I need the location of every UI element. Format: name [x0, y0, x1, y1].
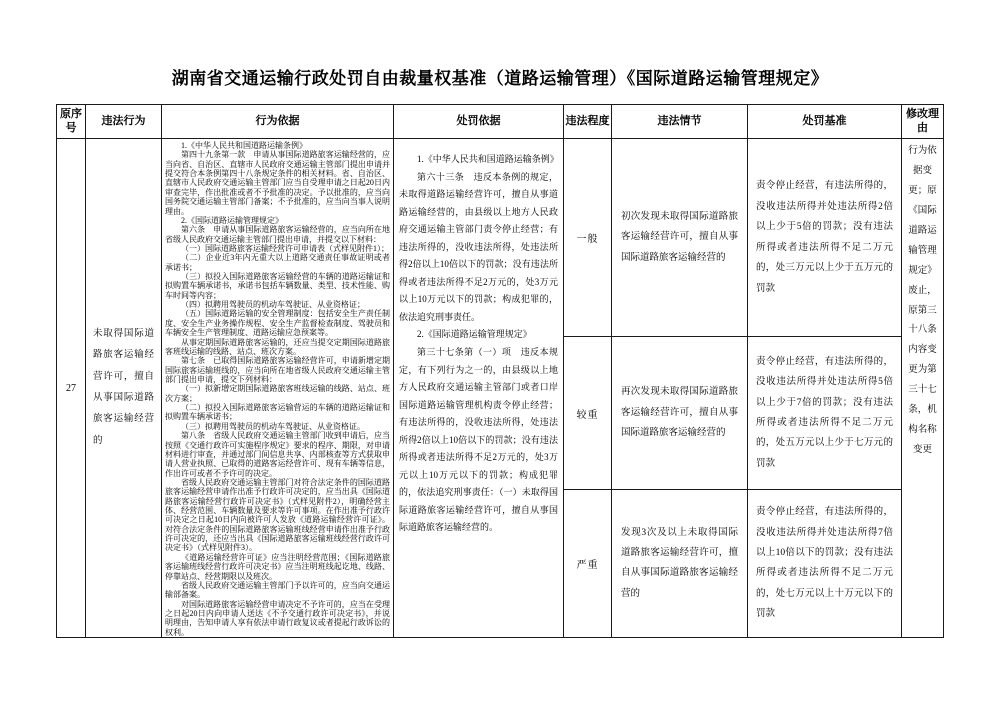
penalty-discretion-table — [56, 104, 944, 638]
modify-reason-cell: 行为依据变更；原《国际道路运输管理规定》废止，原第三十八条内容变更为第三十七条，机构名称变更 — [902, 139, 944, 638]
header-modify-reason: 修改理由 — [902, 105, 944, 139]
header-penalty-basis: 处罚依据 — [394, 105, 564, 139]
header-degree: 违法程度 — [564, 105, 612, 139]
benchmark-cell: 责令停止经营，有违法所得的，没收违法所得并处违法所得5倍以上少于7倍的罚款；没有违法所得或者违法所得不足二万元的，处五万元以上少于七万元的罚款 — [748, 337, 902, 489]
circumstance-cell: 再次发现未取得国际道路旅客运输经营许可，擅自从事国际道路旅客运输经营的 — [612, 337, 748, 489]
header-row — [57, 105, 944, 139]
benchmark-cell: 责令停止经营，有违法所得的，没收违法所得并处违法所得2倍以上少于5倍的罚款；没有违法所得或者违法所得不足二万元的，处三万元以上少于五万元的罚款 — [748, 139, 902, 337]
degree-cell: 严重 — [564, 489, 612, 637]
illegal-act-cell: 未取得国际道路旅客运输经营许可，擅自从事国际道路旅客运输经营的 — [86, 139, 162, 638]
degree-cell: 一般 — [564, 139, 612, 337]
act-basis-cell: 1.《中华人民共和国道路运输条例》 第四十九条第一款 申请从事国际道路旅客运输经营的，应当向省、自治区、直辖市人民政府交通运输主管部门提出申请并提交符合本条例第四十八条规定条件的相关材料。省、自治区、直辖市人民政府交通运输主管部门应当自受理申请之日起20日内审查完毕，作出批准或者不予批准的决定。予以批准的，应当向国务院交通运输主管部门备案；不予批准的，应当向当事人说明理由。 2.《国际道路运输管理规定》 第六条 申请从事国际道路旅客运输经营的，应当向所在地省级人民政府交通运输主管部门提出申请，并提交以下材料： （一）国际道路旅客运输经营许可申请表（式样见附件1）； （二）企业近3年内无重大以上道路交通责任事故证明或者承诺书； （三）拟投入国际道路旅客运输经营的车辆的道路运输证和拟购置车辆承诺书，承诺书包括车辆数量、类型、技术性能、购车时间等内容； （四）拟聘用驾驶员的机动车驾驶证、从业资格证； （五）国际道路运输的安全管理制度：包括安全生产责任制度、安全生产业务操作规程、安全生产监督检查制度、驾驶员和车辆安全生产管理制度、道路运输应急预案等。 从事定期国际道路旅客运输的，还应当提交定期国际道路旅客班线运输的线路、站点、班次方案。 第七条 已取得国际道路旅客运输经营许可，申请新增定期国际旅客运输班线的，应当向所在地省级人民政府交通运输主管部门提出申请，提交下列材料： （一）拟新增定期国际道路旅客班线运输的线路、站点、班次方案； （二）拟投入国际道路旅客运输营运的车辆的道路运输证和拟购置车辆承诺书； （三）拟聘用驾驶员的机动车驾驶证、从业资格证。 第八条 省级人民政府交通运输主管部门收到申请后，应当按照《交通行政许可实施程序规定》要求的程序、期限，对申请材料进行审查，并通过部门间信息共享、内部核查等方式获取申请人营业执照、已取得的道路客运经营许可、现有车辆等信息，作出许可或者不予许可的决定。 省级人民政府交通运输主管部门对符合法定条件的国际道路旅客运输经营申请作出准予行政许可决定的，应当出具《国际道路旅客运输经营行政许可决定书》（式样见附件2），明确经营主体、经营范围、车辆数量及要求等许可事项。在作出准予行政许可决定之日起10日内向被许可人发放《道路运输经营许可证》。对符合法定条件的国际道路旅客运输班线经营申请作出准予行政许可决定的，还应当出具《国际道路旅客运输班线经营行政许可决定书》（式样见附件3）。 《道路运输经营许可证》应当注明经营范围；《国际道路旅客运输班线经营行政许可决定书》应当注明班线起讫地、线路、停靠站点、经营期限以及班次。 省级人民政府交通运输主管部门予以许可的，应当向交通运输部备案。 对国际道路旅客运输经营申请决定不予许可的，应当在受理之日起20日内向申请人送达《不予交通行政许可决定书》，并说明理由，告知申请人享有依法申请行政复议或者提起行政诉讼的权利。 — [162, 139, 394, 638]
circumstance-cell: 发现3次及以上未取得国际道路旅客运输经营许可，擅自从事国际道路旅客运输经营的 — [612, 489, 748, 637]
header-serial: 原序号 — [57, 105, 86, 139]
header-illegal-act: 违法行为 — [86, 105, 162, 139]
header-circumstance: 违法情节 — [612, 105, 748, 139]
header-benchmark: 处罚基准 — [748, 105, 902, 139]
circumstance-cell: 初次发现未取得国际道路旅客运输经营许可，擅自从事国际道路旅客运输经营的 — [612, 139, 748, 337]
table-row — [57, 139, 944, 337]
benchmark-cell: 责令停止经营，有违法所得的，没收违法所得并处违法所得7倍以上10倍以下的罚款；没有违法所得或者违法所得不足二万元的，处七万元以上十万元以下的罚款 — [748, 489, 902, 637]
serial-cell: 27 — [57, 139, 86, 638]
header-act-basis: 行为依据 — [162, 105, 394, 139]
degree-cell: 较重 — [564, 337, 612, 489]
page-title: 湖南省交通运输行政处罚自由裁量权基准（道路运输管理）《国际道路运输管理规定》 — [171, 69, 829, 88]
penalty-basis-cell: 1.《中华人民共和国道路运输条例》 第六十三条 违反本条例的规定，未取得道路运输经营许可，擅自从事道路运输经营的，由县级以上地方人民政府交通运输主管部门责令停止经营；有违法所得的，没收违法所得，处违法所得2倍以上10倍以下的罚款；没有违法所得或者违法所得不足2万元的，处3万元以上10万元以下的罚款；构成犯罪的，依法追究刑事责任。 2.《国际道路运输管理规定》 第三十七条第（一）项 违反本规定，有下列行为之一的，由县级以上地方人民政府交通运输主管部门或者口岸国际道路运输管理机构责令停止经营；有违法所得的，没收违法所得，处违法所得2倍以上10倍以下的罚款；没有违法所得或者违法所得不足2万元的，处3万元以上10万元以下的罚款；构成犯罪的，依法追究刑事责任：（一）未取得国际道路旅客运输经营许可，擅自从事国际道路旅客运输经营的。 — [394, 139, 564, 638]
